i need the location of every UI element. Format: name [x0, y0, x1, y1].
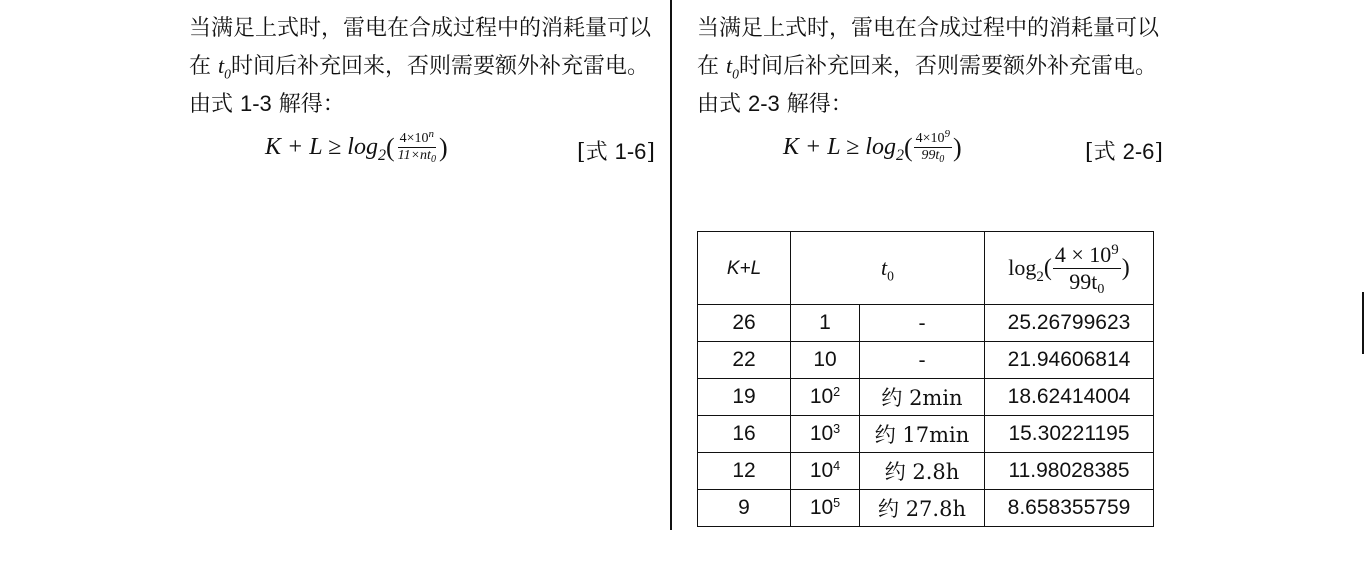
cell-value: 11.98028385: [985, 453, 1154, 490]
header-t0: $t_0$: [791, 232, 985, 305]
cell-approx: -: [860, 305, 985, 342]
left-solve-line: 由式 1-3 解得：: [189, 91, 345, 117]
left-formula: $K + L \ge \log_2$ ( $\frac{4\times 10^n}{11\times nt_0}$ ): [265, 128, 448, 165]
right-paragraph: [697, 10, 1163, 85]
header-kl: K+L: [698, 232, 791, 305]
cell-kl: 9: [698, 490, 791, 527]
cell-approx: -: [860, 342, 985, 379]
right-solve-line: 由式 2-3 解得：: [697, 91, 853, 117]
right-column: [697, 10, 1163, 177]
cell-t0: 10: [791, 342, 860, 379]
cell-value: 25.26799623: [985, 305, 1154, 342]
table-row: [698, 453, 1154, 490]
cell-value: 21.94606814: [985, 342, 1154, 379]
results-table: [697, 231, 1154, 527]
right-formula-lhs: $K + L \ge \log_2$: [783, 134, 904, 164]
cell-kl: 16: [698, 416, 791, 453]
cell-t0: $10^3$: [791, 416, 860, 453]
cell-approx: 约 2min: [860, 379, 985, 416]
table-row: [698, 490, 1154, 527]
header-log-formula: $\log_2$ ( $\frac{4 \times 10^9}{99t_0}$ ): [985, 232, 1154, 305]
cell-t0: $10^2$: [791, 379, 860, 416]
right-para-text-2: 时间后补充回来，否则需要额外补充雷电。: [738, 54, 1157, 79]
table-row: [698, 342, 1154, 379]
table-row: [698, 305, 1154, 342]
left-equation-label: [式 1-6]: [577, 139, 655, 165]
right-formula: $K + L \ge \log_2$ ( $\frac{4\times 10^9}{99t_0}$ ): [783, 128, 962, 165]
column-divider: [670, 0, 672, 530]
cell-value: 18.62414004: [985, 379, 1154, 416]
left-equation: [189, 127, 655, 177]
cell-approx: 约 2.8h: [860, 453, 985, 490]
table-row: [698, 379, 1154, 416]
cell-t0: 1: [791, 305, 860, 342]
left-t0-var: $t_0$: [218, 53, 231, 82]
left-formula-lhs: $K + L \ge \log_2$: [265, 134, 386, 164]
right-t0-var: $t_0$: [726, 53, 739, 82]
cell-approx: 约 27.8h: [860, 490, 985, 527]
left-para-text-2: 时间后补充回来，否则需要额外补充雷电。: [230, 54, 649, 79]
cell-value: 8.658355759: [985, 490, 1154, 527]
table-row: [698, 416, 1154, 453]
left-column: [189, 10, 655, 177]
left-paragraph: [189, 10, 655, 85]
cell-kl: 19: [698, 379, 791, 416]
table-header-row: [698, 232, 1154, 305]
right-equation-label: [式 2-6]: [1085, 139, 1163, 165]
cell-kl: 26: [698, 305, 791, 342]
cell-t0: $10^5$: [791, 490, 860, 527]
left-para-text-1: 当满足上式时，雷电在合成过程中的消耗量可以在: [189, 16, 652, 79]
cell-t0: $10^4$: [791, 453, 860, 490]
cell-value: 15.30221195: [985, 416, 1154, 453]
scrollbar-thumb[interactable]: [1362, 292, 1364, 354]
right-para-text-1: 当满足上式时，雷电在合成过程中的消耗量可以在: [697, 16, 1160, 79]
cell-kl: 12: [698, 453, 791, 490]
right-formula-fraction: $\frac{4\times 10^9}{99t_0}$: [915, 128, 951, 165]
cell-approx: 约 17min: [860, 416, 985, 453]
right-equation: [697, 127, 1163, 177]
left-formula-fraction: $\frac{4\times 10^n}{11\times nt_0}$: [397, 128, 436, 165]
cell-kl: 22: [698, 342, 791, 379]
